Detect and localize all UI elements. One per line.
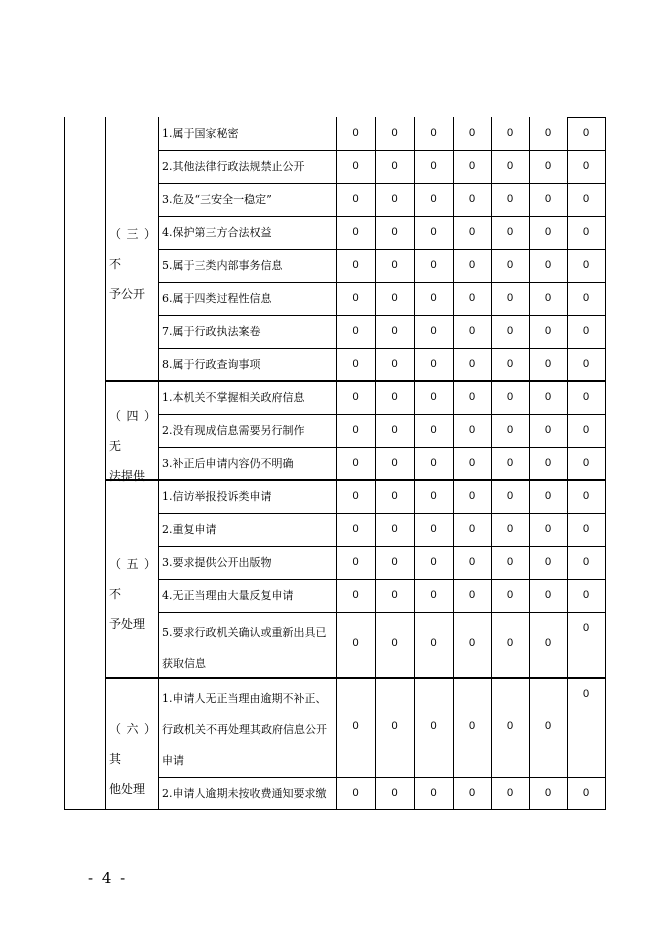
table-row-divider: [158, 546, 606, 547]
cell-value: 0: [468, 160, 476, 172]
cell-value: 0: [430, 226, 437, 238]
cell-value: 0: [582, 226, 590, 238]
table-row-divider: [158, 249, 606, 250]
cell-value: 0: [430, 325, 437, 337]
cell-value: 0: [582, 259, 590, 271]
category-label-line: 法提供: [109, 468, 146, 483]
reason-text: 5.属于三类内部事务信息: [162, 259, 283, 272]
cell-value: 0: [430, 127, 437, 139]
cell-value: 0: [391, 391, 398, 403]
reason-text: 4.保护第三方合法权益: [162, 226, 272, 239]
reason-text: 3.危及“三安全一稳定”: [162, 193, 272, 206]
table-row-divider: [158, 447, 606, 448]
table-row-divider: [158, 513, 606, 514]
cell-value: 0: [352, 637, 359, 649]
cell-value: 0: [391, 127, 398, 139]
cell-value: 0: [582, 457, 590, 469]
group-divider: [105, 479, 606, 481]
reason-text: 1.申请人无正当理由逾期不补正、行政机关不再处理其政府信息公开申请: [162, 692, 327, 767]
cell-value: 0: [352, 523, 359, 535]
cell-value: 0: [468, 457, 476, 469]
cell-value: 0: [544, 523, 552, 535]
cell-value: 0: [468, 292, 476, 304]
category-label-line: 予公开: [109, 287, 146, 301]
table-border-vertical: [105, 117, 106, 809]
group-divider: [105, 677, 606, 679]
cell-value: 0: [506, 193, 514, 205]
table-border-vertical: [567, 117, 568, 809]
cell-value: 0: [352, 193, 359, 205]
cell-value: 0: [391, 193, 398, 205]
cell-value: 0: [582, 292, 590, 304]
category-label: [109, 714, 156, 804]
cell-value: 0: [506, 424, 514, 436]
category-label-line: （三）不: [109, 227, 156, 271]
cell-value: 0: [430, 787, 437, 799]
cell-value: 0: [430, 358, 437, 370]
cell-value: 0: [430, 490, 437, 502]
cell-value: 0: [430, 523, 437, 535]
cell-value: 0: [582, 193, 590, 205]
table-row-divider: [158, 183, 606, 184]
cell-value: 0: [391, 523, 398, 535]
cell-value: 0: [352, 424, 359, 436]
reason-text: 5.要求行政机关确认或重新出具已获取信息: [162, 626, 327, 670]
reason-text: 2.没有现成信息需要另行制作: [162, 424, 305, 437]
cell-value: 0: [430, 391, 437, 403]
cell-value: 0: [506, 457, 514, 469]
cell-value: 0: [506, 391, 514, 403]
cell-value: 0: [544, 589, 552, 601]
cell-value: 0: [352, 226, 359, 238]
disclosure-results-table: [64, 117, 605, 809]
cell-value: 0: [468, 358, 476, 370]
cell-value: 0: [430, 637, 437, 649]
cell-value: 0: [506, 490, 514, 502]
reason-text: 1.属于国家秘密: [162, 127, 239, 140]
cell-value: 0: [468, 787, 476, 799]
category-label: [109, 219, 156, 309]
cell-value: 0: [352, 259, 359, 271]
cell-value: 0: [468, 556, 476, 568]
cell-value: 0: [506, 325, 514, 337]
cell-value: 0: [352, 719, 359, 732]
table-border-vertical: [64, 117, 65, 809]
cell-value: 0: [582, 688, 590, 700]
page-number: - 4 -: [88, 869, 128, 887]
reason-text: 2.重复申请: [162, 523, 217, 536]
reason-text: 3.要求提供公开出版物: [162, 556, 272, 569]
cell-value: 0: [430, 259, 437, 271]
cell-value: 0: [391, 424, 398, 436]
cell-value: 0: [544, 160, 552, 172]
cell-value: 0: [391, 457, 398, 469]
cell-value: 0: [468, 490, 476, 502]
table-bottom-border: [64, 809, 606, 810]
reason-text: 8.属于行政查询事项: [162, 358, 261, 371]
cell-value: 0: [352, 391, 359, 403]
cell-value: 0: [430, 424, 437, 436]
table-border-vertical: [453, 117, 454, 809]
cell-value: 0: [506, 637, 514, 649]
cell-value: 0: [352, 358, 359, 370]
cell-value: 0: [506, 226, 514, 238]
cell-value: 0: [352, 490, 359, 502]
cell-value: 0: [506, 719, 514, 732]
table-border-vertical: [158, 117, 159, 809]
cell-value: 0: [544, 719, 552, 732]
cell-value: 0: [582, 424, 590, 436]
cell-value: 0: [544, 556, 552, 568]
table-row-divider: [158, 216, 606, 217]
cell-value: 0: [468, 523, 476, 535]
table-row-divider: [158, 612, 606, 613]
category-label-line: 他处理: [109, 782, 146, 796]
cell-value: 0: [391, 589, 398, 601]
cell-value: 0: [430, 556, 437, 568]
cell-value: 0: [468, 637, 476, 649]
reason-text: 6.属于四类过程性信息: [162, 292, 272, 305]
cell-value: 0: [544, 292, 552, 304]
category-label-line: （五）不: [109, 557, 156, 601]
cell-value: 0: [430, 457, 437, 469]
reason-text: 2.其他法律行政法规禁止公开: [162, 160, 305, 173]
cell-value: 0: [582, 523, 590, 535]
cell-value: 0: [391, 556, 398, 568]
cell-value: 0: [430, 160, 437, 172]
table-border-vertical: [491, 117, 492, 809]
category-label: [109, 401, 156, 491]
reason-text: 3.补正后申请内容仍不明确: [162, 457, 294, 470]
cell-value: 0: [391, 719, 398, 732]
cell-value: 0: [506, 292, 514, 304]
table-border-vertical: [375, 117, 376, 809]
cell-value: 0: [391, 325, 398, 337]
cell-value: 0: [544, 457, 552, 469]
cell-value: 0: [544, 259, 552, 271]
cell-value: 0: [430, 719, 437, 732]
cell-value: 0: [582, 490, 590, 502]
table-border-vertical: [605, 117, 606, 809]
cell-value: 0: [582, 127, 590, 139]
cell-value: 0: [468, 259, 476, 271]
cell-value: 0: [544, 490, 552, 502]
cell-value: 0: [391, 292, 398, 304]
cell-value: 0: [544, 226, 552, 238]
table-row-divider: [158, 348, 606, 349]
cell-value: 0: [544, 127, 552, 139]
cell-value: 0: [582, 556, 590, 568]
cell-value: 0: [352, 787, 359, 799]
category-label-line: 予处理: [109, 617, 146, 631]
cell-value: 0: [506, 358, 514, 370]
cell-value: 0: [468, 193, 476, 205]
cell-value: 0: [582, 358, 590, 370]
cell-value: 0: [352, 589, 359, 601]
cell-value: 0: [391, 259, 398, 271]
cell-value: 0: [468, 391, 476, 403]
table-border-vertical: [414, 117, 415, 809]
cell-value: 0: [352, 160, 359, 172]
cell-value: 0: [544, 424, 552, 436]
reason-text: 7.属于行政执法案卷: [162, 325, 261, 338]
cell-value: 0: [544, 787, 552, 799]
cell-value: 0: [468, 325, 476, 337]
cell-value: 0: [430, 589, 437, 601]
cell-value: 0: [430, 193, 437, 205]
cell-value: 0: [582, 589, 590, 601]
cell-value: 0: [544, 325, 552, 337]
cell-value: 0: [582, 622, 590, 634]
cell-value: 0: [430, 292, 437, 304]
category-label-line: （四）无: [109, 408, 156, 453]
cell-value: 0: [506, 787, 514, 799]
cell-value: 0: [391, 490, 398, 502]
reason-text: 1.信访举报投诉类申请: [162, 490, 272, 503]
cell-value: 0: [391, 160, 398, 172]
cell-value: 0: [544, 391, 552, 403]
group-divider: [105, 380, 606, 382]
table-row-divider: [158, 150, 606, 151]
cell-value: 0: [468, 589, 476, 601]
table-row-divider: [158, 777, 606, 778]
table-top-border: [567, 117, 606, 118]
cell-value: 0: [391, 787, 398, 799]
table-border-vertical: [529, 117, 530, 809]
cell-value: 0: [506, 589, 514, 601]
reason-text: 2.申请人逾期未按收费通知要求缴: [162, 787, 327, 800]
cell-value: 0: [506, 160, 514, 172]
table-row-divider: [158, 282, 606, 283]
table-row-divider: [158, 579, 606, 580]
cell-value: 0: [544, 637, 552, 649]
cell-value: 0: [352, 127, 359, 139]
cell-value: 0: [582, 325, 590, 337]
cell-value: 0: [468, 127, 476, 139]
cell-value: 0: [506, 127, 514, 139]
table-border-vertical: [336, 117, 337, 809]
cell-value: 0: [582, 160, 590, 172]
cell-value: 0: [506, 556, 514, 568]
cell-value: 0: [391, 226, 398, 238]
cell-value: 0: [352, 325, 359, 337]
cell-value: 0: [544, 193, 552, 205]
cell-value: 0: [391, 637, 398, 649]
cell-value: 0: [468, 424, 476, 436]
reason-text: 4.无正当理由大量反复申请: [162, 589, 294, 602]
category-label-line: （六）其: [109, 722, 156, 766]
cell-value: 0: [506, 523, 514, 535]
cell-value: 0: [468, 719, 476, 732]
cell-value: 0: [352, 457, 359, 469]
cell-value: 0: [391, 358, 398, 370]
cell-value: 0: [352, 292, 359, 304]
cell-value: 0: [506, 259, 514, 271]
cell-value: 0: [582, 391, 590, 403]
table-row-divider: [158, 414, 606, 415]
cell-value: 0: [468, 226, 476, 238]
table-row-divider: [158, 315, 606, 316]
cell-value: 0: [544, 358, 552, 370]
cell-value: 0: [352, 556, 359, 568]
cell-value: 0: [582, 787, 590, 799]
category-label: [109, 549, 156, 639]
reason-text: 1.本机关不掌握相关政府信息: [162, 391, 305, 404]
